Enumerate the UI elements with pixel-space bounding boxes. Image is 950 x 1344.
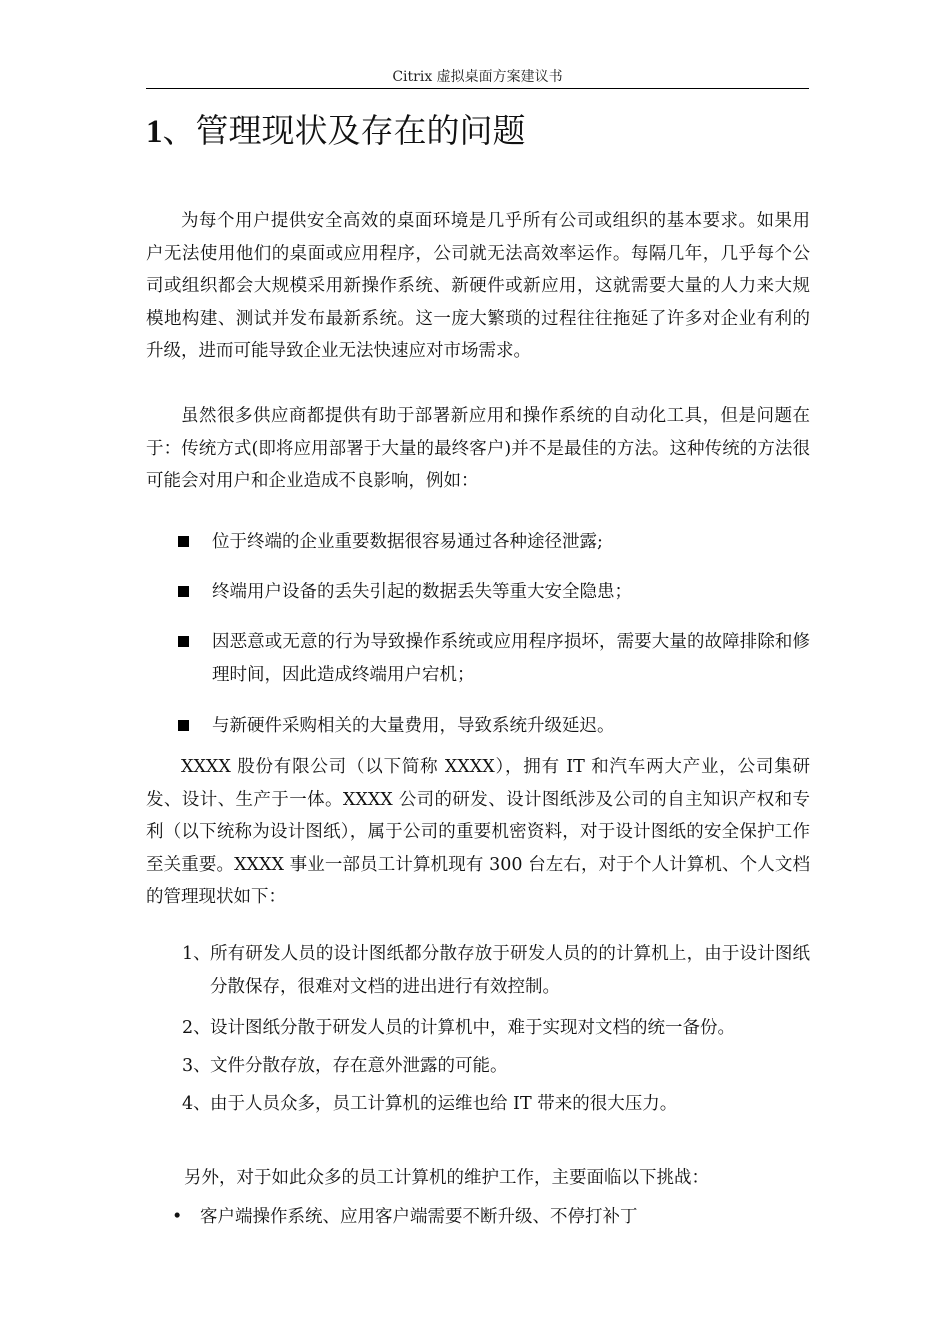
bullet-item <box>178 626 810 691</box>
challenges-intro: 另外，对于如此众多的员工计算机的维护工作，主要面临以下挑战： <box>184 1168 709 1188</box>
header-divider <box>146 88 809 89</box>
item-text: 由于人员众多，员工计算机的运维也给 IT 带来的很大压力。 <box>210 1094 678 1114</box>
item-text: 所有研发人员的设计图纸都分散存放于研发人员的的计算机上，由于设计图纸分散保存，很难对文档的进出进行有效控制。 <box>210 944 810 997</box>
item-text: 设计图纸分散于研发人员的计算机中，难于实现对文档的统一备份。 <box>210 1018 735 1038</box>
intro-paragraph: 为每个用户提供安全高效的桌面环境是几乎所有公司或组织的基本要求。如果用户无法使用他们的桌面或应用程序，公司就无法高效率运作。每隔几年，几乎每个公司或组织都会大规模采用新操作系统、新硬件或新应用，这就需要大量的人力来大规模地构建、测试并发布最新系统。这一庞大繁琐的过程往往拖延了许多对企业有利的升级，进而可能导致企业无法快速应对市场需求。 <box>146 211 810 361</box>
numbered-item <box>182 938 810 1003</box>
item-text: 文件分散存放，存在意外泄露的可能。 <box>210 1056 508 1076</box>
numbered-item <box>182 1088 810 1121</box>
challenge-text: 客户端操作系统、应用客户端需要不断升级、不停打补丁 <box>200 1207 638 1227</box>
bullet-text: 与新硬件采购相关的大量费用，导致系统升级延迟。 <box>212 716 615 736</box>
square-bullet-icon <box>178 636 189 647</box>
numbered-item <box>182 1050 810 1083</box>
bullet-item <box>178 576 810 609</box>
bullet-text: 位于终端的企业重要数据很容易通过各种途径泄露; <box>212 532 603 552</box>
square-bullet-icon <box>178 586 189 597</box>
item-number: 4、 <box>182 1094 211 1114</box>
section-heading <box>146 108 526 155</box>
section-title: 、管理现状及存在的问题 <box>162 111 526 150</box>
dot-bullet-icon: • <box>172 1207 183 1227</box>
numbered-item <box>182 1012 810 1045</box>
section-number: 1 <box>146 114 163 150</box>
item-number: 3、 <box>182 1056 211 1076</box>
item-number: 1、 <box>182 944 211 964</box>
item-number: 2、 <box>182 1018 211 1038</box>
problem-paragraph: 虽然很多供应商都提供有助于部署新应用和操作系统的自动化工具，但是问题在于：传统方式(即将应用部署于大量的最终客户)并不是最佳的方法。这种传统的方法很可能会对用户和企业造成不良影响，例如： <box>146 406 810 491</box>
square-bullet-icon <box>178 720 189 731</box>
bullet-item <box>178 710 810 743</box>
square-bullet-icon <box>178 536 189 547</box>
bullet-item <box>178 526 810 559</box>
bullet-text: 终端用户设备的丢失引起的数据丢失等重大安全隐患； <box>212 582 632 602</box>
bullet-text: 因恶意或无意的行为导致操作系统或应用程序损坏，需要大量的故障排除和修理时间，因此造成终端用户宕机； <box>212 632 810 685</box>
company-paragraph: XXXX 股份有限公司（以下简称 XXXX），拥有 IT 和汽车两大产业，公司集研发、设计、生产于一体。XXXX 公司的研发、设计图纸涉及公司的自主知识产权和专利（以下统称为设计图纸），属于公司的重要机密资料，对于设计图纸的安全保护工作至关重要。XXXX 事业一部员工计算机现有 300 台左右，对于个人计算机、个人文档的管理现状如下： <box>146 757 810 907</box>
challenge-item <box>172 1201 812 1234</box>
running-header: Citrix 虚拟桌面方案建议书 <box>392 69 563 85</box>
